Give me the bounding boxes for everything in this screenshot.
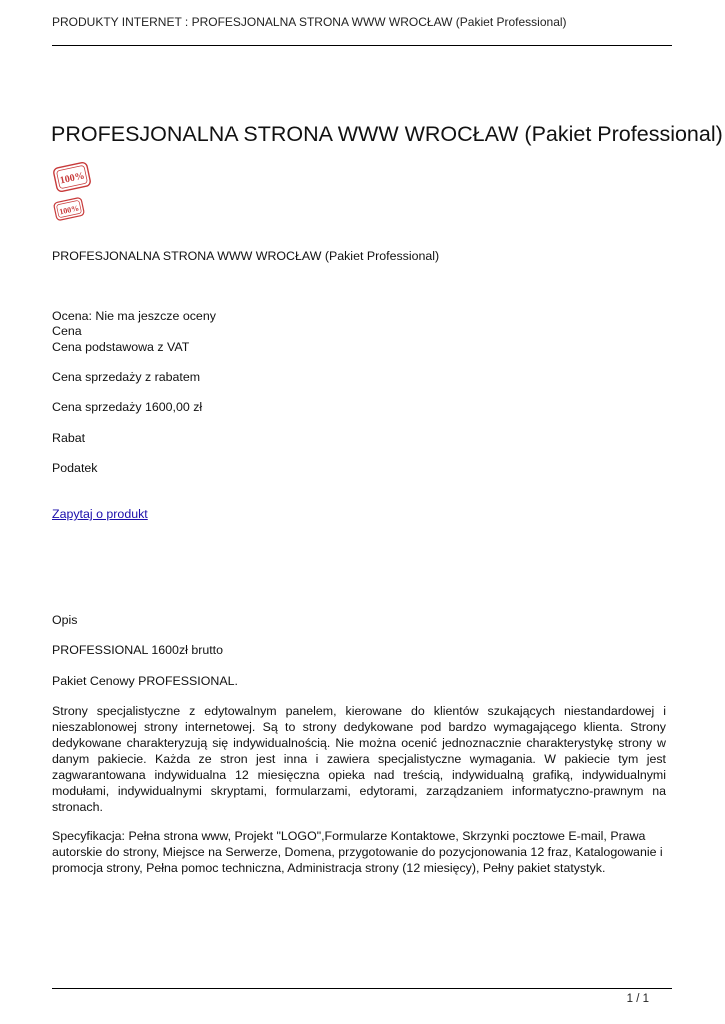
rating-text: Ocena: Nie ma jeszcze oceny	[52, 309, 216, 323]
svg-text:100%: 100%	[58, 170, 86, 187]
guarantee-stamp-small-icon	[52, 196, 86, 227]
specification-paragraph: Specyfikacja: Pełna strona www, Projekt "LOGO",Formularze Kontaktowe, Skrzynki pocztowe E-mail, Prawa autorskie do strony, Miejsce na Serwerze, Domena, przygotowanie do pozycjonowania 12 fraz, Katalogowanie i promocja strony, Pełna pomoc techniczna, Administracja strony (12 miesięcy), Pełny pakiet statystyk.	[52, 829, 663, 875]
guarantee-stamp-icon	[52, 160, 92, 199]
page-number: 1 / 1	[626, 993, 649, 1005]
description-paragraph: Strony specjalistyczne z edytowalnym panelem, kierowane do klientów szukających niestandardowej i nieszablonowej strony internetowej. Są to strony dedykowane pod bardzo wymagającego klienta. Strony dedykowane charakteryzują się indywidualnością. Nie można ocenić jednoznacznie charakterystykę strony w danym pakiecie. Każda ze stron jest inna i zawiera specjalistyczne wymagania. W pakiecie tym jest zagwarantowana indywidualna 12 miesięczna opieka nad treścią, indywidualną grafiką, indywidualnymi modułami, indywidualnymi skryptami, formularzami, edytorami, zarządzaniem informatyczno-prawnym na stronach.	[52, 704, 666, 814]
footer-divider	[52, 988, 672, 989]
discount-label: Rabat	[52, 431, 86, 445]
description-package-line: Pakiet Cenowy PROFESSIONAL.	[52, 674, 238, 688]
header-divider	[52, 45, 672, 46]
sale-price: Cena sprzedaży 1600,00 zł	[52, 400, 203, 414]
base-price-label: Cena podstawowa z VAT	[52, 340, 190, 354]
tax-label: Podatek	[52, 461, 98, 475]
description-heading: Opis	[52, 613, 78, 627]
discounted-price-label: Cena sprzedaży z rabatem	[52, 370, 201, 384]
description-price-line: PROFESSIONAL 1600zł brutto	[52, 643, 224, 657]
ask-about-product-link[interactable]: Zapytaj o produkt	[52, 507, 148, 521]
svg-text:100%: 100%	[58, 203, 80, 217]
page-title: PROFESJONALNA STRONA WWW WROCŁAW (Pakiet Professional)	[51, 122, 723, 146]
price-label: Cena	[52, 324, 82, 338]
running-header: PRODUKTY INTERNET : PROFESJONALNA STRONA WWW WROCŁAW (Pakiet Professional)	[52, 15, 567, 29]
product-name: PROFESJONALNA STRONA WWW WROCŁAW (Pakiet Professional)	[52, 249, 440, 263]
